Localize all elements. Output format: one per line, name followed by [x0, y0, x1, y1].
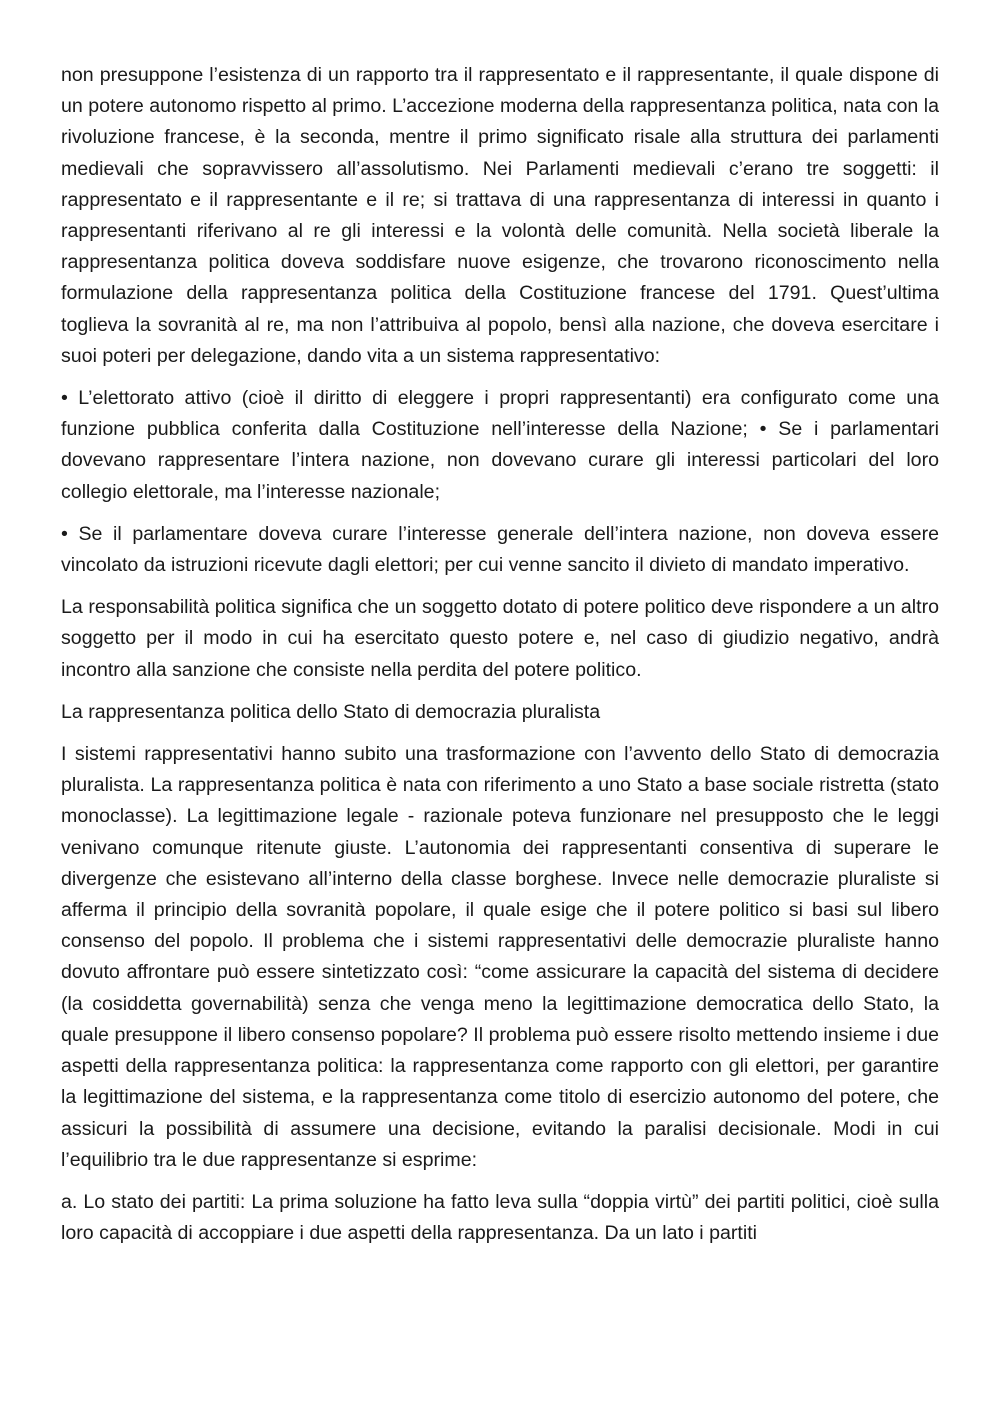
section-heading: La rappresentanza politica dello Stato di democrazia pluralista	[61, 700, 601, 723]
document-page	[61, 60, 939, 1260]
paragraph-elettorato-attivo: • L’elettorato attivo (cioè il diritto di eleggere i propri rappresentanti) era configurato come una funzione pubblica conferita dalla Costituzione nell’interesse della Nazione; • Se i parlamentari dovevano rappresentare l’intera nazione, non dovevano curare gli interessi particolari del loro collegio elettorale, ma l’interesse nazionale;	[61, 387, 939, 503]
paragraph-divieto-mandato: • Se il parlamentare doveva curare l’interesse generale dell’intera nazione, non doveva essere vincolato da istruzioni ricevute dagli elettori; per cui venne sancito il divieto di mandato imperativo.	[61, 522, 939, 577]
paragraph-rappresentanza-origini: non presuppone l’esistenza di un rapporto tra il rappresentato e il rappresentante, il quale dispone di un potere autonomo rispetto al primo. L’accezione moderna della rappresentanza politica, nata con la rivoluzione francese, è la seconda, mentre il primo significato risale alla struttura dei parlamenti medievali che sopravvissero all’assolutismo. Nei Parlamenti medievali c’erano tre soggetti: il rappresentato e il rappresentante e il re; si trattava di una rappresentanza di interessi in quanto i rappresentanti riferivano al re gli interessi e la volontà delle comunità. Nella società liberale la rappresentanza politica doveva soddisfare nuove esigenze, che trovarono riconoscimento nella formulazione della rappresentanza politica della Costituzione francese del 1791. Quest’ultima toglieva la sovranità al re, ma non l’attribuiva al popolo, bensì alla nazione, che doveva esercitare i suoi poteri per delegazione, dando vita a un sistema rappresentativo:	[61, 64, 939, 367]
paragraph-stato-partiti: a. Lo stato dei partiti: La prima soluzione ha fatto leva sulla “doppia virtù” dei partiti politici, cioè sulla loro capacità di accoppiare i due aspetti della rappresentanza. Da un lato i partiti	[61, 1190, 939, 1245]
paragraph-responsabilita-politica: La responsabilità politica significa che un soggetto dotato di potere politico deve rispondere a un altro soggetto per il modo in cui ha esercitato questo potere e, nel caso di giudizio negativo, andrà incontro alla sanzione che consiste nella perdita del potere politico.	[61, 596, 939, 681]
paragraph-democrazia-pluralista: I sistemi rappresentativi hanno subito una trasformazione con l’avvento dello Stato di democrazia pluralista. La rappresentanza politica è nata con riferimento a uno Stato a base sociale ristretta (stato monoclasse). La legittimazione legale - razionale poteva funzionare nel presupposto che le leggi venivano comunque ritenute giuste. L’autonomia dei rappresentanti consentiva di superare le divergenze che esistevano all’interno della classe borghese. Invece nelle democrazie pluraliste si afferma il principio della sovranità popolare, il quale esige che il potere politico si basi sul libero consenso del popolo. Il problema che i sistemi rappresentativi delle democrazie pluraliste hanno dovuto affrontare può essere sintetizzato così: “come assicurare la capacità del sistema di decidere (la cosiddetta governabilità) senza che venga meno la legittimazione democratica dello Stato, la quale presuppone il libero consenso popolare? Il problema può essere risolto mettendo insieme i due aspetti della rappresentanza politica: la rappresentanza come rapporto con gli elettori, per garantire la legittimazione del sistema, e la rappresentanza come titolo di esercizio autonomo del potere, che assicuri la possibilità di assumere una decisione, evitando la paralisi decisionale. Modi in cui l’equilibrio tra le due rappresentanze si esprime:	[61, 743, 939, 1171]
